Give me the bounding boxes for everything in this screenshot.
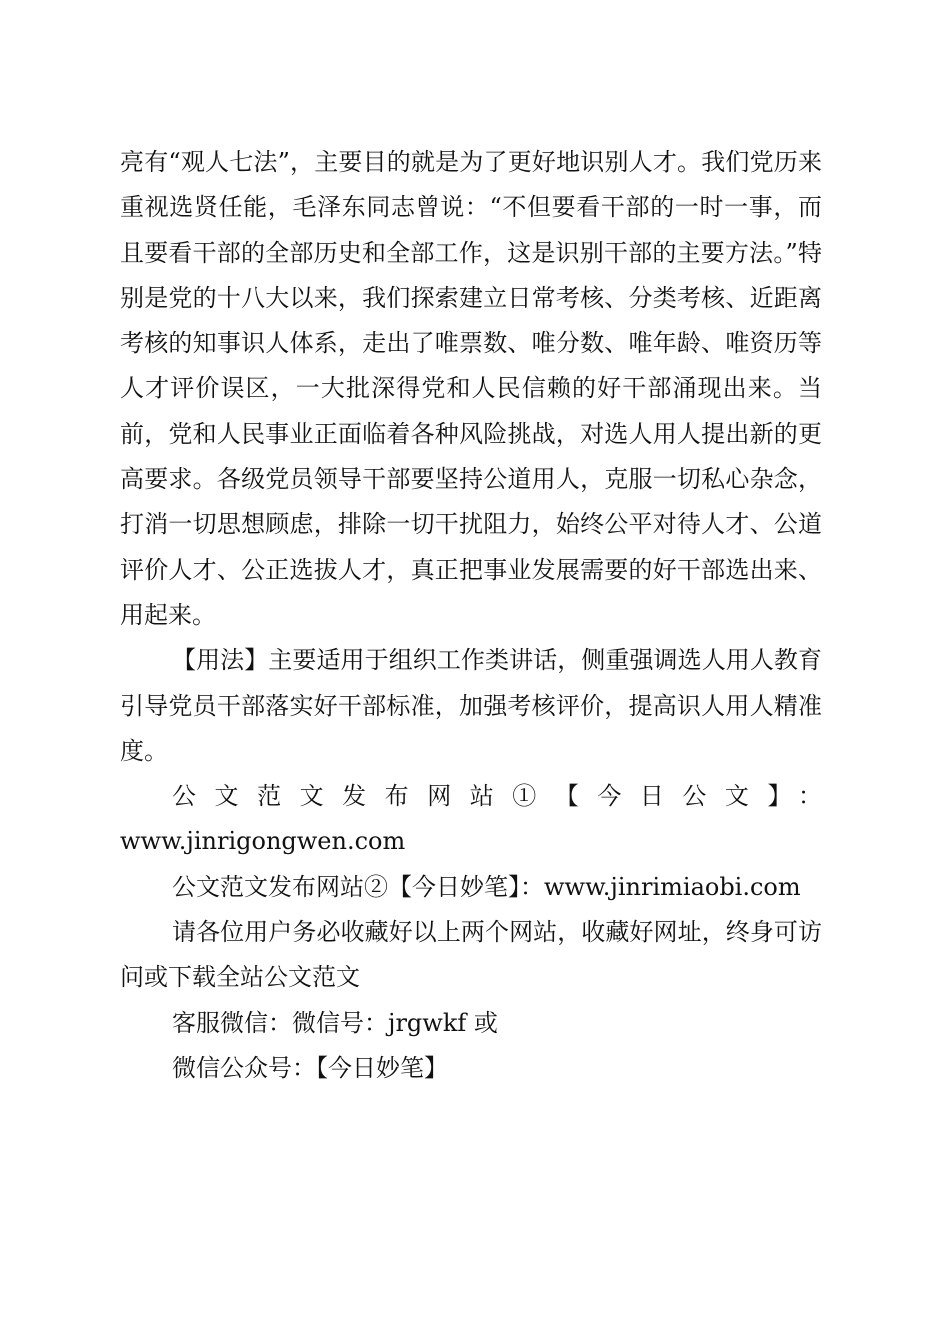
service-wechat: 客服微信：微信号：jrgwkf 或 bbox=[172, 1008, 498, 1037]
public-account: 微信公众号：【今日妙笔】 bbox=[172, 1053, 448, 1082]
site1-url: www.jinrigongwen.com bbox=[120, 827, 406, 856]
document-body bbox=[120, 140, 822, 1091]
notice-paragraph: 请各位用户务必收藏好以上两个网站，收藏好网址，终身可访问或下载全站公文范文 bbox=[120, 918, 822, 992]
site2-line: 公文范文发布网站②【今日妙笔】：www.jinrimiaobi.com bbox=[172, 872, 801, 901]
site1-label: 公文范文发布网站①【今日公文】： bbox=[172, 782, 822, 811]
main-paragraph: 亮有“观人七法”，主要目的就是为了更好地识别人才。我们党历来重视选贤任能，毛泽东同志曾说：“不但要看干部的一时一事，而且要看干部的全部历史和全部工作，这是识别干部的主要方法。”特别是党的十八大以来，我们探索建立日常考核、分类考核、近距离考核的知事识人体系，走出了唯票数、唯分数、唯年龄、唯资历等人才评价误区，一大批深得党和人民信赖的好干部涌现出来。当前，党和人民事业正面临着各种风险挑战，对选人用人提出新的更高要求。各级党员领导干部要坚持公道用人，克服一切私心杂念，打消一切思想顾虑，排除一切干扰阻力，始终公平对待人才、公道评价人才、公正选拔人才，真正把事业发展需要的好干部选出来、用起来。 bbox=[120, 148, 822, 629]
usage-paragraph: 【用法】主要适用于组织工作类讲话，侧重强调选人用人教育引导党员干部落实好干部标准，加强考核评价，提高识人用人精准度。 bbox=[120, 646, 822, 765]
